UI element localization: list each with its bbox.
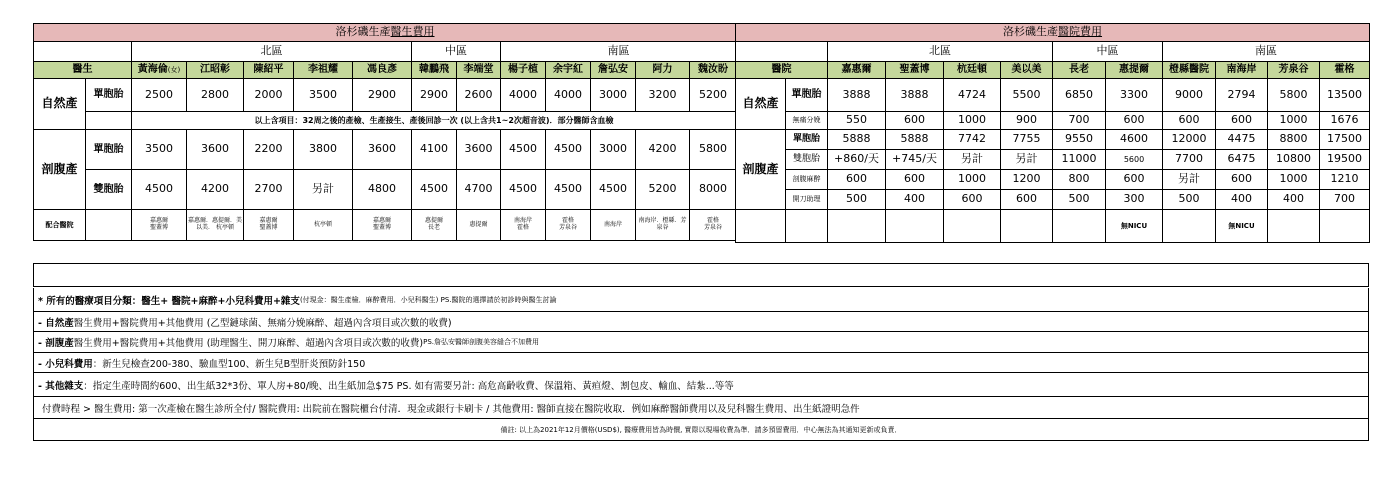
blank-cell — [736, 210, 786, 243]
nicu-cell — [828, 210, 886, 243]
doctor-col-label: 醫生 — [34, 62, 132, 79]
fee-cell: 300 — [1106, 190, 1163, 210]
fee-cell: 600 — [1001, 190, 1053, 210]
single-label: 單胞胎 — [86, 79, 132, 112]
partner-hospital-cell: 南海岸 — [591, 210, 636, 241]
fee-cell: 2900 — [412, 79, 457, 112]
fee-cell: 另計 — [1163, 170, 1216, 190]
fee-cell: 1000 — [1268, 170, 1320, 190]
fee-cell: 4500 — [546, 170, 591, 210]
fee-cell: 3000 — [591, 130, 636, 170]
partner-hospital-cell: 南海岸．橙縣．芳泉谷 — [636, 210, 690, 241]
fee-cell: 6850 — [1053, 79, 1106, 112]
twins-label: 雙胞胎 — [786, 150, 828, 170]
fee-cell: 12000 — [1163, 130, 1216, 150]
fee-cell: 500 — [828, 190, 886, 210]
fee-cell: 另計 — [944, 150, 1001, 170]
blank-cell — [786, 210, 828, 243]
doctor-name: 李祖耀 — [294, 62, 353, 79]
partner-hospital-cell: 嘉惠爾 聖蓋博 — [353, 210, 412, 241]
doctor-name: 馮良彥 — [353, 62, 412, 79]
blank-row — [33, 263, 1369, 287]
fee-cell: 4500 — [591, 170, 636, 210]
partner-hospital-cell: 嘉惠爾．惠提爾．美以美． 杭亭頓 — [187, 210, 244, 241]
fee-cell: 1000 — [944, 170, 1001, 190]
doctor-name: 楊子植 — [501, 62, 546, 79]
note-pediatric: - 小兒科費用 ：新生兒檢查200-380、驗血型100、新生兒B型肝炎預防針150 — [33, 353, 1369, 373]
fee-cell: 5200 — [636, 170, 690, 210]
fee-cell: 7742 — [944, 130, 1001, 150]
cesarean-label: 剖腹產 — [34, 130, 86, 210]
fee-cell: 2600 — [457, 79, 501, 112]
natural-birth-label: 自然產 — [736, 79, 786, 130]
region-north: 北區 — [132, 42, 412, 62]
hospital-name: 美以美 — [1001, 62, 1053, 79]
hospital-name: 惠提爾 — [1106, 62, 1163, 79]
doctor-name: 魏汝盼 — [690, 62, 737, 79]
blank-cell — [34, 42, 132, 62]
fee-cell: 3888 — [886, 79, 944, 112]
region-south: 南區 — [1163, 42, 1370, 62]
fee-cell: 4724 — [944, 79, 1001, 112]
single-label: 單胞胎 — [786, 130, 828, 150]
note-natural: - 自然產 醫生費用+醫院費用+其他費用 (乙型鏈球菌、無痛分娩麻醉、超過內含項目或次數的收費) — [33, 312, 1369, 332]
fee-cell: 4500 — [412, 170, 457, 210]
fee-cell: 900 — [1001, 112, 1053, 130]
note-disclaimer: 備註: 以上為2021年12月價格(USD$), 醫療費用皆為時價, 實際以現場收費為準．請多預留費用．中心無法為其通知更新或負責． — [33, 419, 1369, 441]
fee-cell: 3600 — [353, 130, 412, 170]
fee-cell: 600 — [1216, 170, 1268, 190]
partner-hospital-label: 配合醫院 — [34, 210, 86, 241]
fee-cell: 3600 — [457, 130, 501, 170]
hospital-name: 芳泉谷 — [1268, 62, 1320, 79]
fee-cell: 600 — [1163, 112, 1216, 130]
fee-cell: 2500 — [132, 79, 187, 112]
blank-cell — [736, 42, 828, 62]
note-misc: - 其他雜支 ：指定生產時間約600、出生紙32*3份、單人房+80/晚、出生紙加急$75 PS. 如有需要另計: 高危高齡收費、保溫箱、黃疸燈、割包皮、輸血、結紮...等等 — [33, 373, 1369, 397]
fee-cell: 9000 — [1163, 79, 1216, 112]
note-categories: * 所有的醫療項目分類：醫生+ 醫院+麻醉+小兒科費用+雜支 (付現金：醫生產檢．麻醉費用．小兒科醫生) PS.醫院的選擇請於初診時與醫生討論 — [33, 288, 1369, 312]
fee-cell: 4700 — [457, 170, 501, 210]
twins-label: 雙胞胎 — [86, 170, 132, 210]
nicu-cell — [944, 210, 1001, 243]
fee-cell: 5800 — [1268, 79, 1320, 112]
partner-hospital-cell: 惠提爾 — [457, 210, 501, 241]
fee-cell: 4000 — [501, 79, 546, 112]
fee-cell: +860/天 — [828, 150, 886, 170]
fee-cell: 13500 — [1320, 79, 1370, 112]
fee-cell: 5200 — [690, 79, 737, 112]
fee-cell: 600 — [1106, 112, 1163, 130]
nicu-cell: 無NICU — [1106, 210, 1163, 243]
blank-cell — [86, 210, 132, 241]
region-south: 南區 — [501, 42, 737, 62]
hospital-name: 橙縣醫院 — [1163, 62, 1216, 79]
nicu-cell: 無NICU — [1216, 210, 1268, 243]
fee-cell: 3800 — [294, 130, 353, 170]
nicu-cell — [1163, 210, 1216, 243]
fee-cell: 8800 — [1268, 130, 1320, 150]
nicu-cell — [1001, 210, 1053, 243]
cesarean-label: 剖腹產 — [736, 130, 786, 210]
fee-cell: 3500 — [132, 130, 187, 170]
natural-birth-label: 自然產 — [34, 79, 86, 130]
fee-cell: 4600 — [1106, 130, 1163, 150]
fee-cell: 5888 — [828, 130, 886, 150]
doctor-fee-title: 洛杉磯生產醫生費用 — [34, 24, 737, 42]
hospital-fee-table — [735, 23, 1370, 243]
fee-cell: 4200 — [636, 130, 690, 170]
fee-cell: 3300 — [1106, 79, 1163, 112]
fee-cell: 另計 — [294, 170, 353, 210]
hospital-name: 聖蓋博 — [886, 62, 944, 79]
doctor-name: 陳紹平 — [244, 62, 294, 79]
region-north: 北區 — [828, 42, 1053, 62]
nicu-cell — [1320, 210, 1370, 243]
partner-hospital-cell: 嘉惠爾 聖蓋博 — [244, 210, 294, 241]
nicu-cell — [1053, 210, 1106, 243]
note-cesarean: - 剖腹產 醫生費用+醫院費用+其他費用 (助理醫生、開刀麻醉、超過內含項目或次數的收費) PS.詹弘安醫師剖腹美容縫合不加費用 — [33, 332, 1369, 353]
fee-cell: 800 — [1053, 170, 1106, 190]
fee-cell: 2800 — [187, 79, 244, 112]
fee-cell: 1000 — [944, 112, 1001, 130]
fee-cell: 700 — [1320, 190, 1370, 210]
fee-cell: 1000 — [1268, 112, 1320, 130]
fee-cell: 3888 — [828, 79, 886, 112]
fee-cell: 600 — [828, 170, 886, 190]
fee-cell: 2900 — [353, 79, 412, 112]
fee-cell: +745/天 — [886, 150, 944, 170]
partner-hospital-cell: 嘉惠爾 聖蓋博 — [132, 210, 187, 241]
hospital-col-label: 醫院 — [736, 62, 828, 79]
nicu-cell — [1268, 210, 1320, 243]
fee-cell: 600 — [1216, 112, 1268, 130]
fee-cell: 550 — [828, 112, 886, 130]
painless-label: 無痛分娩 — [786, 112, 828, 130]
fee-cell: 3200 — [636, 79, 690, 112]
fee-cell: 4500 — [501, 170, 546, 210]
doctor-name: 詹弘安 — [591, 62, 636, 79]
fee-cell: 另計 — [1001, 150, 1053, 170]
fee-cell: 9550 — [1053, 130, 1106, 150]
fee-cell: 600 — [886, 170, 944, 190]
fee-cell: 19500 — [1320, 150, 1370, 170]
fee-cell: 4800 — [353, 170, 412, 210]
hospital-name: 嘉惠爾 — [828, 62, 886, 79]
doctor-name: 江昭彰 — [187, 62, 244, 79]
fee-cell: 3600 — [187, 130, 244, 170]
fee-cell: 4500 — [546, 130, 591, 170]
note-payment-schedule: 付費時程 > 醫生費用: 第一次產檢在醫生診所全付/ 醫院費用: 出院前在醫院櫃台付清．現金或銀行卡刷卡 / 其他費用: 醫師直接在醫院收取．例如麻醉醫師費用以及兒科醫生費用、出生紙證明急件 — [33, 397, 1369, 419]
doctor-name: 韓鵬飛 — [412, 62, 457, 79]
fee-cell: 500 — [1163, 190, 1216, 210]
fee-cell: 4500 — [132, 170, 187, 210]
fee-cell: 10800 — [1268, 150, 1320, 170]
doctor-name: 李端堂 — [457, 62, 501, 79]
fee-cell: 600 — [1106, 170, 1163, 190]
fee-cell: 6475 — [1216, 150, 1268, 170]
fee-cell: 4475 — [1216, 130, 1268, 150]
fee-cell: 1676 — [1320, 112, 1370, 130]
doctor-name: 黃海倫(女) — [132, 62, 187, 79]
fee-cell: 3500 — [294, 79, 353, 112]
hospital-name: 杭廷頓 — [944, 62, 1001, 79]
fee-cell: 1210 — [1320, 170, 1370, 190]
fee-cell: 600 — [944, 190, 1001, 210]
fee-cell: 3000 — [591, 79, 636, 112]
fee-cell: 500 — [1053, 190, 1106, 210]
partner-hospital-cell: 霍格 芳泉谷 — [546, 210, 591, 241]
fee-cell: 1200 — [1001, 170, 1053, 190]
fee-cell: 4500 — [501, 130, 546, 170]
fee-cell: 2200 — [244, 130, 294, 170]
surgery-assistant-label: 開刀助理 — [786, 190, 828, 210]
single-label: 單胞胎 — [86, 130, 132, 170]
cesarean-anesthesia-label: 剖腹麻醉 — [786, 170, 828, 190]
doctor-name: 余宇紅 — [546, 62, 591, 79]
fee-cell: 4100 — [412, 130, 457, 170]
doctor-fee-table — [33, 23, 737, 241]
fee-cell: 5800 — [690, 130, 737, 170]
fee-cell: 7700 — [1163, 150, 1216, 170]
fee-cell: 400 — [886, 190, 944, 210]
hospital-name: 南海岸 — [1216, 62, 1268, 79]
fee-cell: 400 — [1268, 190, 1320, 210]
fee-cell: 8000 — [690, 170, 737, 210]
region-central: 中區 — [1053, 42, 1163, 62]
nicu-cell — [886, 210, 944, 243]
fee-cell: 2700 — [244, 170, 294, 210]
partner-hospital-cell: 霍格 芳泉谷 — [690, 210, 737, 241]
fee-cell: 7755 — [1001, 130, 1053, 150]
blank-cell — [86, 112, 132, 130]
fee-cell: 2000 — [244, 79, 294, 112]
fee-cell: 5600 — [1106, 150, 1163, 170]
fee-cell: 400 — [1216, 190, 1268, 210]
fee-cell: 11000 — [1053, 150, 1106, 170]
hospital-name: 霍格 — [1320, 62, 1370, 79]
fee-cell: 4200 — [187, 170, 244, 210]
included-note: 以上含項目：32周之後的產檢、生產接生、產後回診一次 (以上含共1~2次超音波)．部分醫師含血檢 — [132, 112, 737, 130]
single-label: 單胞胎 — [786, 79, 828, 112]
hospital-fee-title: 洛杉磯生產醫院費用 — [736, 24, 1370, 42]
fee-cell: 2794 — [1216, 79, 1268, 112]
partner-hospital-cell: 杭亭頓 — [294, 210, 353, 241]
fee-cell: 4000 — [546, 79, 591, 112]
fee-cell: 5500 — [1001, 79, 1053, 112]
fee-cell: 17500 — [1320, 130, 1370, 150]
hospital-name: 長老 — [1053, 62, 1106, 79]
fee-cell: 5888 — [886, 130, 944, 150]
partner-hospital-cell: 惠提爾 長老 — [412, 210, 457, 241]
fee-cell: 600 — [886, 112, 944, 130]
fee-cell: 700 — [1053, 112, 1106, 130]
region-central: 中區 — [412, 42, 501, 62]
partner-hospital-cell: 南海岸 霍格 — [501, 210, 546, 241]
doctor-name: 阿力 — [636, 62, 690, 79]
